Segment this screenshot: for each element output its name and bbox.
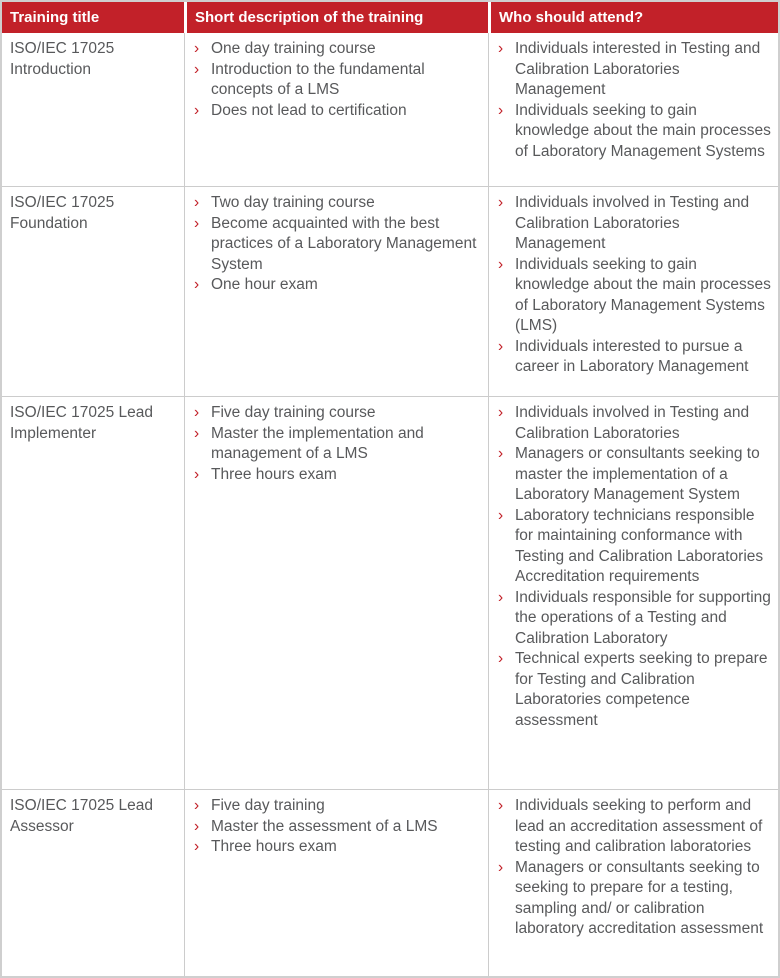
bullet-item (185, 837, 488, 858)
bullet-item (489, 403, 778, 444)
bullet-item (489, 337, 778, 378)
bullet-text: One day training course (211, 40, 376, 57)
header-who-should-attend: Who should attend? (488, 2, 778, 33)
bullet-text: Individuals seeking to gain knowledge about the main processes of Laboratory Management Systems (515, 101, 776, 160)
chevron-bullet-icon: › (194, 404, 200, 421)
bullet-item (489, 796, 778, 858)
chevron-bullet-icon: › (194, 838, 200, 855)
bullet-item (185, 817, 488, 838)
chevron-bullet-icon: › (194, 60, 200, 78)
description-cell (184, 187, 488, 396)
bullet-item (489, 193, 778, 255)
bullet-text: Individuals involved in Testing and Calibration Laboratories Management (515, 194, 754, 252)
training-title-cell: ISO/IEC 17025 Introduction (10, 40, 115, 78)
chevron-bullet-icon: › (194, 424, 200, 442)
bullet-item (489, 649, 778, 731)
attendees-cell (488, 790, 778, 976)
bullet-item (185, 465, 488, 486)
chevron-bullet-icon: › (194, 276, 200, 293)
chevron-bullet-icon: › (498, 588, 504, 606)
bullet-text: Become acquainted with the best practices of a Laboratory Management System (211, 214, 481, 273)
bullet-item (185, 60, 488, 101)
chevron-bullet-icon: › (194, 817, 200, 835)
bullet-text: Does not lead to certification (211, 101, 407, 119)
attendees-cell (488, 397, 778, 789)
chevron-bullet-icon: › (194, 465, 200, 483)
bullet-item (185, 214, 488, 276)
description-cell (184, 790, 488, 976)
table-row-lead-implementer (2, 396, 778, 789)
bullet-item (185, 403, 488, 424)
chevron-bullet-icon: › (194, 40, 200, 57)
chevron-bullet-icon: › (498, 506, 504, 524)
bullet-text: Five day training course (211, 404, 376, 421)
chevron-bullet-icon: › (498, 650, 504, 667)
bullet-text: Managers or consultants seeking to seeking to prepare for a testing, sampling and/ or calibration laboratory accreditation assessment (515, 858, 773, 937)
bullet-item (185, 424, 488, 465)
chevron-bullet-icon: › (194, 797, 200, 814)
bullet-item (489, 444, 778, 506)
chevron-bullet-icon: › (498, 404, 504, 421)
training-title-cell: ISO/IEC 17025 Lead Implementer (10, 404, 154, 442)
bullet-text: Five day training (211, 797, 325, 814)
chevron-bullet-icon: › (498, 858, 504, 876)
bullet-item (489, 39, 778, 101)
chevron-bullet-icon: › (498, 255, 504, 273)
bullet-text: Laboratory technicians responsible for maintaining conformance with Testing and Calibration Laboratories Accreditation requirements (515, 506, 767, 585)
bullet-item (489, 255, 778, 337)
chevron-bullet-icon: › (498, 194, 504, 211)
description-cell (184, 397, 488, 789)
bullet-text: Individuals interested to pursue a career in Laboratory Management (515, 337, 749, 375)
chevron-bullet-icon: › (498, 797, 504, 814)
chevron-bullet-icon: › (498, 337, 504, 355)
table-row-foundation (2, 186, 778, 396)
bullet-text: Two day training course (211, 194, 375, 211)
bullet-item (185, 796, 488, 817)
bullet-item (489, 101, 778, 163)
table-row-introduction (2, 33, 778, 186)
training-title-cell: ISO/IEC 17025 Lead Assessor (10, 797, 154, 835)
training-title-cell: ISO/IEC 17025 Foundation (10, 194, 115, 232)
bullet-text: Individuals seeking to perform and lead an accreditation assessment of testing and calibration laboratories (515, 797, 767, 855)
bullet-item (185, 39, 488, 60)
table-row-lead-assessor (2, 789, 778, 976)
table-header-row (2, 2, 778, 33)
attendees-cell (488, 187, 778, 396)
bullet-text: Introduction to the fundamental concepts of a LMS (211, 60, 430, 98)
bullet-text: Master the assessment of a LMS (211, 817, 438, 835)
bullet-text: One hour exam (211, 276, 318, 293)
header-short-description: Short description of the training (184, 2, 488, 33)
bullet-text: Managers or consultants seeking to master the implementation of a Laboratory Management System (515, 445, 765, 503)
bullet-text: Three hours exam (211, 838, 337, 855)
bullet-text: Individuals seeking to gain knowledge about the main processes of Laboratory Management Systems (LMS) (515, 255, 776, 334)
chevron-bullet-icon: › (194, 214, 200, 232)
description-cell (184, 33, 488, 186)
bullet-item (489, 858, 778, 940)
header-training-title: Training title (2, 2, 184, 33)
chevron-bullet-icon: › (498, 40, 504, 57)
chevron-bullet-icon: › (498, 101, 504, 119)
bullet-item (185, 275, 488, 296)
bullet-text: Individuals interested in Testing and Calibration Laboratories Management (515, 40, 765, 98)
attendees-cell (488, 33, 778, 186)
chevron-bullet-icon: › (498, 445, 504, 462)
bullet-text: Individuals responsible for supporting the operations of a Testing and Calibration Laboratory (515, 588, 776, 647)
bullet-text: Individuals involved in Testing and Calibration Laboratories (515, 404, 754, 442)
chevron-bullet-icon: › (194, 101, 200, 119)
bullet-item (489, 506, 778, 588)
bullet-item (185, 101, 488, 122)
bullet-item (185, 193, 488, 214)
bullet-text: Three hours exam (211, 465, 337, 483)
chevron-bullet-icon: › (194, 194, 200, 211)
bullet-text: Technical experts seeking to prepare for Testing and Calibration Laboratories competence assessment (515, 650, 772, 729)
bullet-text: Master the implementation and management of a LMS (211, 424, 429, 462)
bullet-item (489, 588, 778, 650)
